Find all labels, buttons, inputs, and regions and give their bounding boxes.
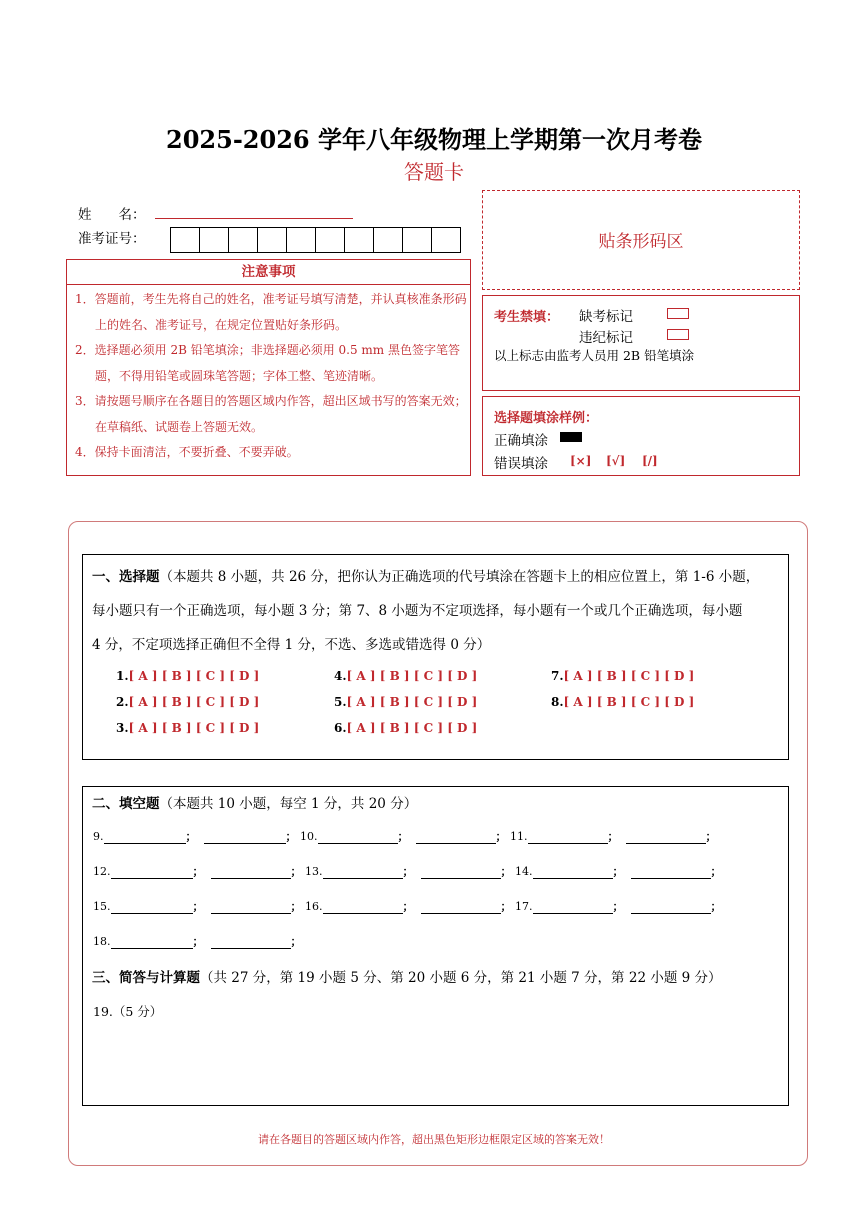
section3-title: 三、简答与计算题 — [92, 970, 200, 986]
id-label: 准考证号： — [78, 231, 146, 247]
blank-field[interactable] — [626, 831, 706, 844]
blank-field[interactable] — [211, 936, 291, 949]
violation-mark[interactable] — [667, 329, 689, 340]
blank-field[interactable] — [104, 831, 186, 844]
id-digit-box[interactable] — [258, 228, 287, 252]
mc-options[interactable]: [ A ] [ B ] [ C ] [ D ] — [563, 669, 695, 683]
id-digit-box[interactable] — [171, 228, 200, 252]
sample-label: 选择题填涂样例： — [494, 411, 599, 426]
page-subtitle: 答题卡 — [404, 160, 464, 184]
mc-options[interactable]: [ A ] [ B ] [ C ] [ D ] — [563, 695, 695, 709]
section1-text — [92, 560, 782, 662]
mc-question-7[interactable]: 7.[ A ] [ B ] [ C ] [ D ] — [551, 669, 695, 683]
mc-options[interactable]: [ A ] [ B ] [ C ] [ D ] — [128, 669, 260, 683]
fill-row: 12. ； ； 13. ； ； 14. ； ； — [93, 865, 722, 878]
fill-row: 15. ； ； 16. ； ； 17. ； ； — [93, 900, 722, 913]
question-19-label: 19.（5 分） — [93, 1004, 163, 1019]
mc-question-4[interactable]: 4.[ A ] [ B ] [ C ] [ D ] — [334, 669, 478, 683]
correct-label: 正确填涂 — [494, 433, 548, 449]
notice-item: 3．请按题号顺序在各题目的答题区域内作答，超出区域书写的答案无效；在草稿纸、试题卷上答题无效。 — [75, 394, 467, 434]
blank-field[interactable] — [631, 866, 711, 879]
blank-field[interactable] — [528, 831, 608, 844]
question-19-answer-area[interactable] — [92, 1025, 782, 1100]
section2-header — [92, 792, 417, 812]
section1-desc: 4 分，不定项选择正确但不全得 1 分，不选、多选或错选得 0 分） — [92, 637, 491, 653]
page-title: 2025-2026 学年八年级物理上学期第一次月考卷 — [166, 125, 702, 154]
section1-desc: 每小题只有一个正确选项，每小题 3 分；第 7、8 小题为不定项选择，每小题有一个或几个正确选项，每小题 — [92, 603, 743, 619]
blank-field[interactable] — [323, 901, 403, 914]
mc-options[interactable]: [ A ] [ B ] [ C ] [ D ] — [346, 721, 478, 735]
notice-item: 1．答题前，考生先将自己的姓名，准考证号填写清楚，并认真核准条形码上的姓名、准考证号，在规定位置贴好条形码。 — [75, 292, 467, 332]
id-digit-box[interactable] — [432, 228, 460, 252]
mc-options[interactable]: [ A ] [ B ] [ C ] [ D ] — [128, 721, 260, 735]
blank-field[interactable] — [533, 866, 613, 879]
mc-question-6[interactable]: 6.[ A ] [ B ] [ C ] [ D ] — [334, 721, 478, 735]
notice-title: 注意事项 — [67, 260, 470, 285]
blank-field[interactable] — [111, 866, 193, 879]
forbidden-note: 以上标志由监考人员用 2B 铅笔填涂 — [494, 348, 695, 363]
wrong-label: 错误填涂 — [494, 456, 548, 472]
mc-question-5[interactable]: 5.[ A ] [ B ] [ C ] [ D ] — [334, 695, 478, 709]
id-field[interactable] — [170, 227, 461, 253]
notice-item: 2．选择题必须用 2B 铅笔填涂；非选择题必须用 0.5 mm 黑色签字笔答题，不得用铅笔或圆珠笔答题；字体工整、笔迹清晰。 — [75, 343, 461, 383]
section3-desc: （共 27 分，第 19 小题 5 分、第 20 小题 6 分，第 21 小题 7 分，第 22 小题 9 分） — [200, 970, 722, 986]
blank-field[interactable] — [421, 901, 501, 914]
blank-field[interactable] — [211, 901, 291, 914]
mc-options[interactable]: [ A ] [ B ] [ C ] [ D ] — [128, 695, 260, 709]
forbidden-label: 考生禁填： — [494, 310, 560, 325]
mc-question-3[interactable]: 3.[ A ] [ B ] [ C ] [ D ] — [116, 721, 260, 735]
correct-sample-mark — [560, 432, 582, 442]
id-digit-box[interactable] — [345, 228, 374, 252]
section2-title: 二、填空题 — [92, 796, 160, 812]
absent-label: 缺考标记 — [579, 309, 633, 325]
blank-field[interactable] — [631, 901, 711, 914]
name-label: 姓 名： — [78, 207, 146, 223]
blank-field[interactable] — [204, 831, 286, 844]
wrong-mark-x: [×] — [570, 454, 592, 468]
fill-row: 18. ； ； — [93, 935, 302, 948]
name-field[interactable] — [155, 203, 353, 219]
absent-mark[interactable] — [667, 308, 689, 319]
barcode-area — [482, 190, 800, 290]
id-digit-box[interactable] — [316, 228, 345, 252]
blank-field[interactable] — [111, 901, 193, 914]
blank-field[interactable] — [533, 901, 613, 914]
id-digit-box[interactable] — [200, 228, 229, 252]
blank-field[interactable] — [111, 936, 193, 949]
section1-title: 一、选择题 — [92, 569, 160, 585]
id-digit-box[interactable] — [403, 228, 432, 252]
blank-field[interactable] — [318, 831, 398, 844]
section2-desc: （本题共 10 小题，每空 1 分，共 20 分） — [159, 796, 418, 812]
wrong-mark-slash: [/] — [642, 454, 658, 468]
id-digit-box[interactable] — [287, 228, 316, 252]
blank-field[interactable] — [421, 866, 501, 879]
blank-field[interactable] — [211, 866, 291, 879]
notice-box — [66, 259, 471, 476]
mc-question-1[interactable]: 1.[ A ] [ B ] [ C ] [ D ] — [116, 669, 260, 683]
sample-box — [482, 396, 800, 476]
blank-field[interactable] — [416, 831, 496, 844]
mc-question-8[interactable]: 8.[ A ] [ B ] [ C ] [ D ] — [551, 695, 695, 709]
fill-row: 9. ； ； 10. ； ； 11. ； ； — [93, 830, 717, 843]
barcode-label: 贴条形码区 — [598, 232, 684, 252]
id-digit-box[interactable] — [374, 228, 403, 252]
footer-warning: 请在各题目的答题区域内作答，超出黑色矩形边框限定区域的答案无效！ — [258, 1133, 610, 1146]
mc-question-2[interactable]: 2.[ A ] [ B ] [ C ] [ D ] — [116, 695, 260, 709]
forbidden-box — [482, 295, 800, 391]
section3-header — [92, 966, 722, 986]
violation-label: 违纪标记 — [579, 330, 633, 346]
mc-options[interactable]: [ A ] [ B ] [ C ] [ D ] — [346, 669, 478, 683]
mc-options[interactable]: [ A ] [ B ] [ C ] [ D ] — [346, 695, 478, 709]
id-digit-box[interactable] — [229, 228, 258, 252]
section1-desc: （本题共 8 小题，共 26 分，把你认为正确选项的代号填涂在答题卡上的相应位置上，第 1-6 小题， — [159, 569, 760, 585]
wrong-mark-check: [√] — [606, 454, 626, 468]
notice-item: 4．保持卡面清洁，不要折叠、不要弄破。 — [75, 445, 299, 459]
blank-field[interactable] — [323, 866, 403, 879]
